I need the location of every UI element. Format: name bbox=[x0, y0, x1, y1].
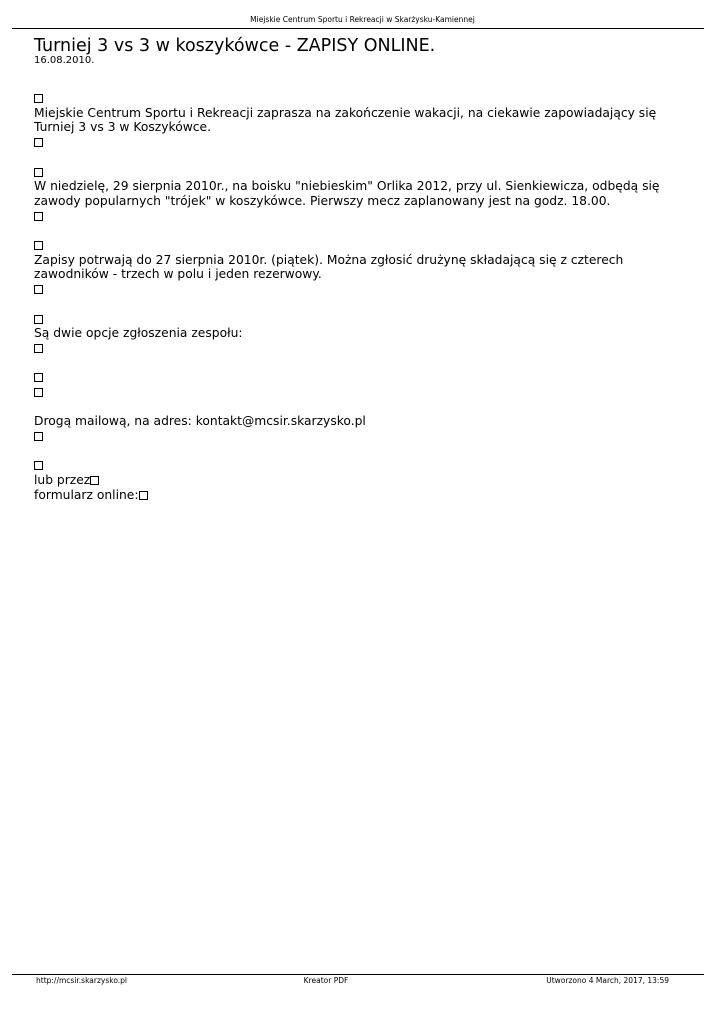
article-body bbox=[34, 91, 674, 503]
footer-generator: Kreator PDF bbox=[303, 976, 349, 985]
paragraph-2-bottom-marker bbox=[34, 209, 674, 224]
paragraph-2-line-2: zawody popularnych "trójek" w koszykówce. Pierwszy mecz zaplanowany jest na godz. 18.00. bbox=[34, 193, 611, 208]
header-divider bbox=[12, 28, 704, 29]
paragraph-6-top-marker bbox=[34, 458, 674, 473]
spacer bbox=[34, 356, 674, 371]
square-box-icon bbox=[34, 241, 43, 250]
spacer bbox=[34, 223, 674, 238]
footer-divider bbox=[12, 974, 704, 975]
spacer bbox=[34, 150, 674, 165]
square-box-icon bbox=[34, 432, 43, 441]
square-box-icon bbox=[139, 491, 148, 500]
square-box-icon bbox=[34, 344, 43, 353]
square-box-icon bbox=[34, 138, 43, 147]
spacer bbox=[34, 400, 674, 415]
paragraph-5-line-1: Drogą mailową, na adres: kontakt@mcsir.skarzysko.pl bbox=[34, 414, 366, 429]
paragraph-3-line-1: Zapisy potrwają do 27 sierpnia 2010r. (piątek). Można zgłosić drużynę składającą się z czterech bbox=[34, 252, 624, 267]
paragraph-1-bottom-marker bbox=[34, 135, 674, 150]
paragraph-2-top-marker bbox=[34, 165, 674, 180]
footer-created-date: Utworzono 4 March, 2017, 13:59 bbox=[546, 976, 669, 985]
paragraph-1-top-marker bbox=[34, 91, 674, 106]
article-title: Turniej 3 vs 3 w koszykówce - ZAPISY ONLINE. bbox=[34, 36, 436, 56]
paragraph-4-line-1: Są dwie opcje zgłoszenia zespołu: bbox=[34, 326, 243, 341]
empty-list-marker-1 bbox=[34, 370, 674, 385]
square-box-icon bbox=[34, 373, 43, 382]
paragraph-3-bottom-marker bbox=[34, 282, 674, 297]
paragraph-4-top-marker bbox=[34, 312, 674, 327]
paragraph-2-line-1: W niedzielę, 29 sierpnia 2010r., na boisku "niebieskim" Orlika 2012, przy ul. Sienkiewicza, odbędą się bbox=[34, 179, 660, 194]
page-header: Miejskie Centrum Sportu i Rekreacji w Skarżysku-Kamiennej bbox=[250, 15, 475, 24]
paragraph-1-line-2: Turniej 3 vs 3 w Koszykówce. bbox=[34, 120, 212, 135]
square-box-icon bbox=[34, 461, 43, 470]
paragraph-1-line-1: Miejskie Centrum Sportu i Rekreacji zaprasza na zakończenie wakacji, na ciekawie zapowiadający się bbox=[34, 105, 657, 120]
square-box-icon bbox=[34, 388, 43, 397]
paragraph-6-line-1-row bbox=[34, 473, 674, 488]
paragraph-3-top-marker bbox=[34, 238, 674, 253]
article-date: 16.08.2010. bbox=[34, 55, 95, 66]
square-box-icon bbox=[34, 212, 43, 221]
spacer bbox=[34, 444, 674, 459]
paragraph-3-line-2: zawodników - trzech w polu i jeden rezerwowy. bbox=[34, 267, 322, 282]
empty-list-marker-2 bbox=[34, 385, 674, 400]
paragraph-6-line-2: formularz online: bbox=[34, 487, 139, 502]
paragraph-5-bottom-marker bbox=[34, 429, 674, 444]
paragraph-6-line-2-row bbox=[34, 488, 674, 503]
square-box-icon bbox=[34, 285, 43, 294]
footer-url: http://mcsir.skarzysko.pl bbox=[36, 976, 128, 985]
square-box-icon bbox=[34, 168, 43, 177]
paragraph-6-line-1: lub przez bbox=[34, 473, 91, 488]
square-box-icon bbox=[34, 94, 43, 103]
square-box-icon bbox=[34, 315, 43, 324]
square-box-icon bbox=[90, 476, 99, 485]
paragraph-4-bottom-marker bbox=[34, 341, 674, 356]
spacer bbox=[34, 297, 674, 312]
